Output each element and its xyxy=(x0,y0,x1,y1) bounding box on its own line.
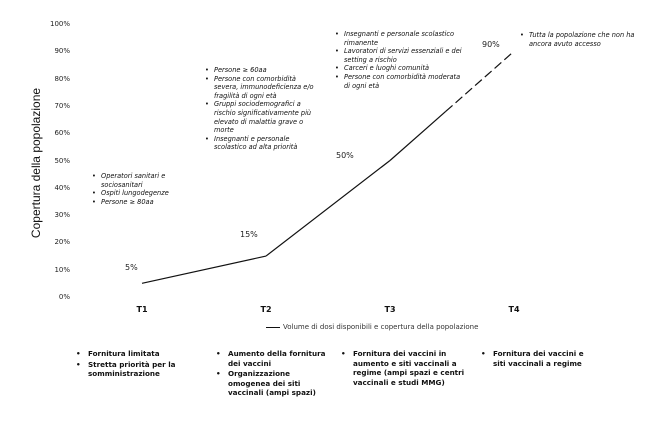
y-tick-label: 80% xyxy=(54,74,70,83)
annotation-item: • Gruppi sociodemografici a rischio significativamente più elevato di malattia grave o morte xyxy=(205,100,320,134)
bottom-notes-t3 xyxy=(341,349,466,388)
annotation-item: • Persone con comorbidità severa, immunodeficienza e/o fragilità di ogni età xyxy=(205,75,320,101)
x-tick-label: T1 xyxy=(136,305,148,314)
annotation-item: • Tutta la popolazione che non ha ancora avuto accesso xyxy=(520,31,638,48)
series-line-segment xyxy=(266,161,390,257)
y-tick-label: 50% xyxy=(54,156,70,165)
bottom-notes-t1 xyxy=(76,349,191,380)
y-tick-label: 20% xyxy=(54,238,70,247)
data-point-label: 50% xyxy=(336,150,354,160)
bottom-note-item: • Stretta priorità per la somministrazione xyxy=(76,360,191,379)
legend xyxy=(266,323,478,331)
annotation-item: • Ospiti lungodegenze xyxy=(92,189,187,198)
bottom-note-item: • Organizzazione omogenea dei siti vaccinali (ampi spazi) xyxy=(216,369,326,398)
x-tick-label: T4 xyxy=(508,305,520,314)
y-tick-label: 60% xyxy=(54,129,70,138)
bottom-note-item: • Fornitura limitata xyxy=(76,349,191,359)
data-point-label: 90% xyxy=(482,40,500,50)
y-tick-label: 70% xyxy=(54,101,70,110)
bottom-note-item: • Fornitura dei vaccini e siti vaccinali a regime xyxy=(481,349,591,368)
annotation-item: • Insegnanti e personale scolastico rimanente xyxy=(335,30,465,47)
bottom-notes-t4 xyxy=(481,349,591,369)
annotation-item: • Persone ≥ 60aa xyxy=(205,66,320,75)
x-tick-label: T2 xyxy=(260,305,272,314)
annotation-item: • Carceri e luoghi comunità xyxy=(335,64,465,73)
y-tick-label: 30% xyxy=(54,211,70,220)
annotation-item: • Persone con comorbidità moderata di ogni età xyxy=(335,73,465,90)
series-line-segment xyxy=(142,256,266,283)
annotation-item: • Insegnanti e personale scolastico ad alta priorità xyxy=(205,135,320,152)
annotation-t2 xyxy=(205,66,320,152)
annotation-t1 xyxy=(92,172,187,206)
legend-label: Volume di dosi disponibili e copertura della popolazione xyxy=(283,323,479,331)
bottom-note-item: • Fornitura dei vaccini in aumento e siti vaccinali a regime (ampi spazi e centri vaccinali e studi MMG) xyxy=(341,349,466,387)
data-point-label: 5% xyxy=(125,263,138,273)
annotation-t4 xyxy=(520,31,638,48)
x-tick-label: T3 xyxy=(384,305,396,314)
annotation-item: • Persone ≥ 80aa xyxy=(92,198,187,207)
series-line-segment xyxy=(390,111,446,160)
annotation-t3 xyxy=(335,30,465,90)
data-point-label: 15% xyxy=(240,230,258,240)
y-tick-label: 0% xyxy=(58,293,70,301)
y-tick-label: 90% xyxy=(54,47,70,56)
y-tick-label: 40% xyxy=(54,183,70,192)
y-axis-label: Copertura della popolazione xyxy=(29,87,43,239)
y-tick-label: 10% xyxy=(54,265,70,274)
bottom-note-item: • Aumento della fornitura dei vaccini xyxy=(216,349,326,368)
legend-line-swatch xyxy=(266,327,280,328)
annotation-item: • Operatori sanitari e sociosanitari xyxy=(92,172,187,189)
annotation-item: • Lavoratori di servizi essenziali e dei setting a rischio xyxy=(335,47,465,64)
y-tick-label: 100% xyxy=(49,20,70,28)
bottom-notes-t2 xyxy=(216,349,326,399)
